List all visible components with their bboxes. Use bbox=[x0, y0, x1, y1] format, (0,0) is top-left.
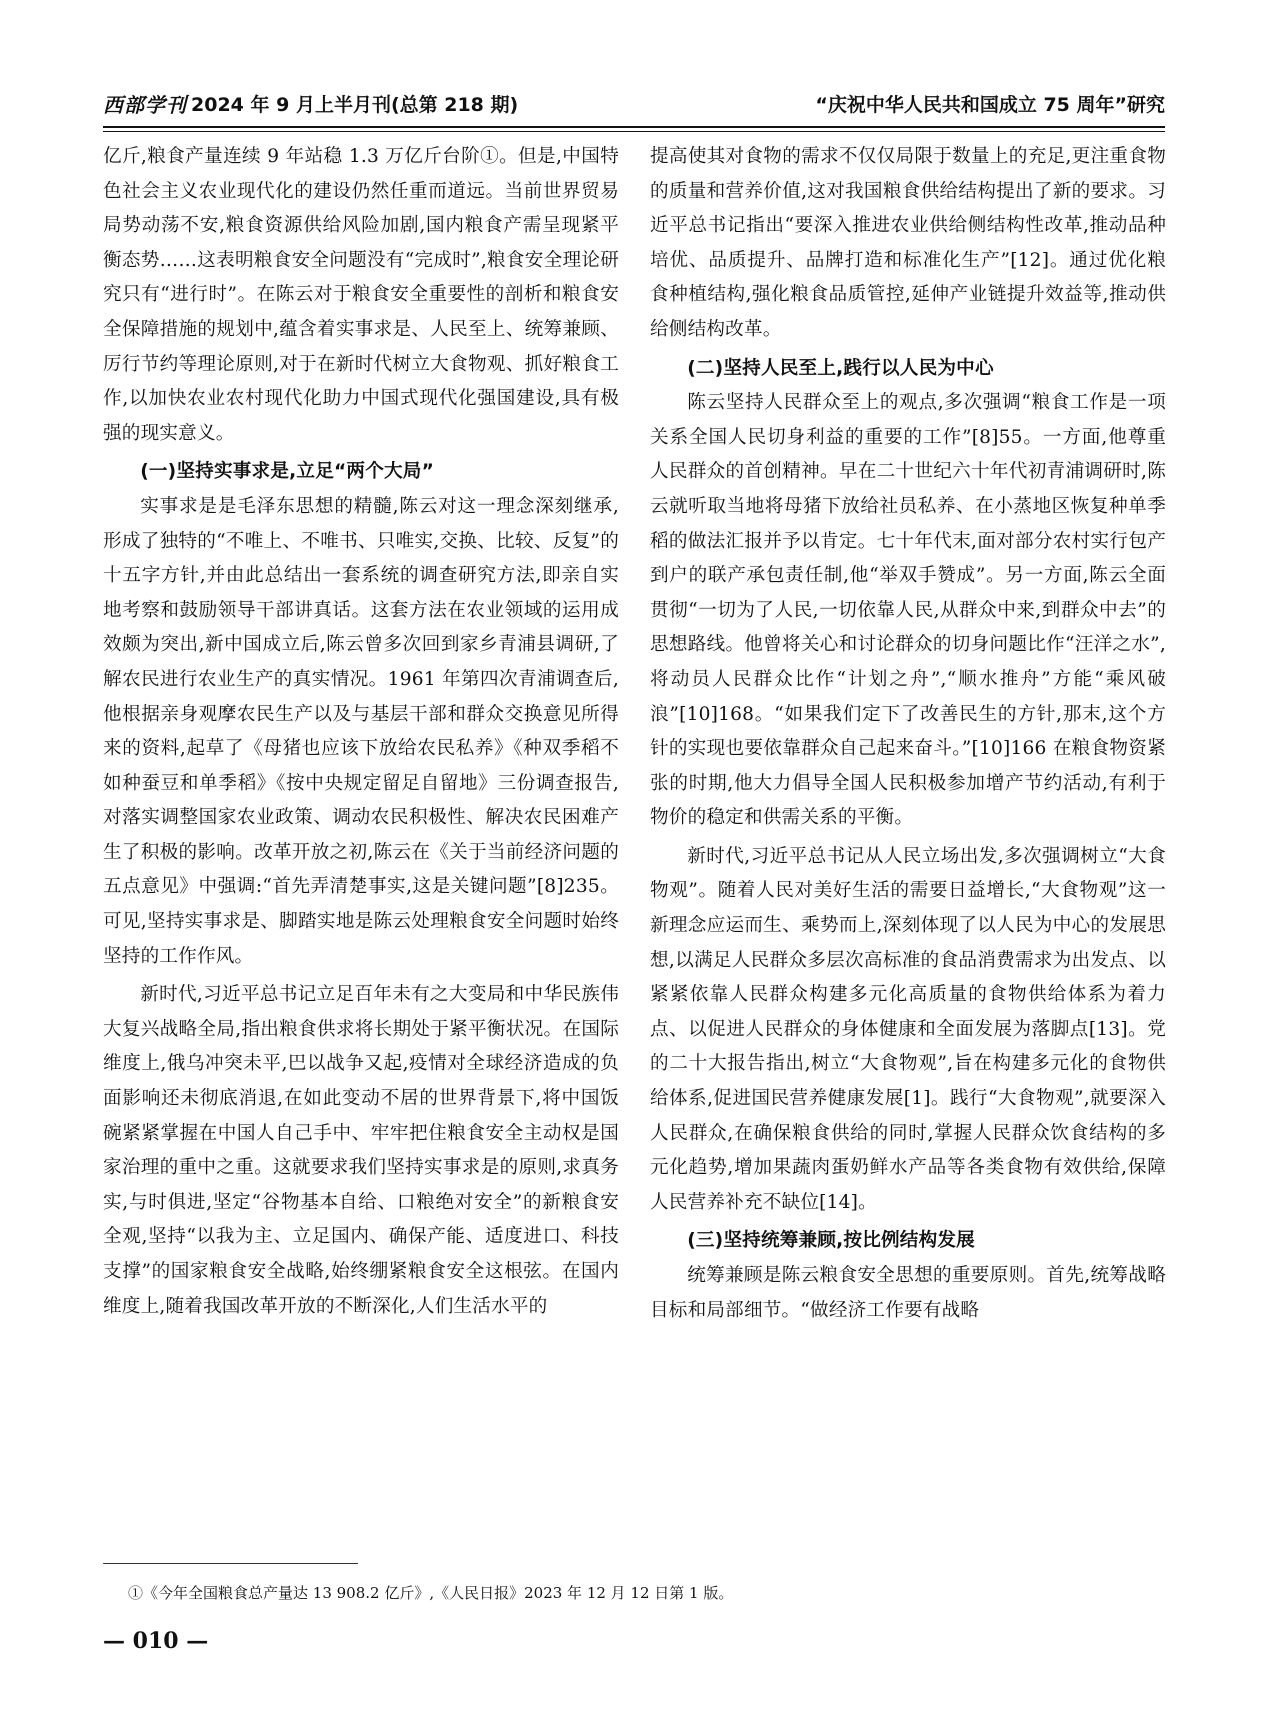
paragraph: 提高使其对食物的需求不仅仅局限于数量上的充足,更注重食物的质量和营养价值,这对我国粮食供给结构提出了新的要求。习近平总书记指出“要深入推进农业供给侧结构性改革,推动品种培优、品质提升、品牌打造和标准化生产”[12]。通过优化粮食种植结构,强化粮食品质管控,延伸产业链提升效益等,推动供给侧结构改革。 bbox=[650, 146, 1166, 340]
issue-info: 2024 年 9 月上半月刊(总第 218 期) bbox=[191, 93, 519, 116]
paragraph: 新时代,习近平总书记从人民立场出发,多次强调树立“大食物观”。随着人民对美好生活的需要日益增长,“大食物观”这一新理念应运而生、乘势而上,深刻体现了以人民为中心的发展思想,以满足人民群众多层次高标准的食品消费需求为出发点、以紧紧依靠人民群众构建多元化高质量的食物供给体系为着力点、以促进人民群众的身体健康和全面发展为落脚点[13]。党的二十大报告指出,树立“大食物观”,旨在构建多元化的食物供给体系,促进国民营养健康发展[1]。践行“大食物观”,就要深入人民群众,在确保粮食供给的同时,掌握人民群众饮食结构的多元化趋势,增加果蔬肉蛋奶鲜水产品等各类食物有效供给,保障人民营养补充不缺位[14]。 bbox=[650, 845, 1166, 1213]
section-title: “庆祝中华人民共和国成立 75 周年”研究 bbox=[815, 93, 1165, 116]
section-heading: (三)坚持统筹兼顾,按比例结构发展 bbox=[687, 1230, 975, 1252]
paragraph: 实事求是是毛泽东思想的精髓,陈云对这一理念深刻继承,形成了独特的“不唯上、不唯书、只唯实,交换、比较、反复”的十五字方针,并由此总结出一套系统的调查研究方法,即亲自实地考察和鼓励领导干部讲真话。这套方法在农业领域的运用成效颇为突出,新中国成立后,陈云曾多次回到家乡青浦县调研,了解农民进行农业生产的真实情况。1961 年第四次青浦调查后,他根据亲身观摩农民生产以及与基层干部和群众交换意见所得来的资料,起草了《母猪也应该下放给农民私养》《种双季稻不如种蚕豆和单季稻》《按中央规定留足自留地》三份调查报告,对落实调整国家农业政策、调动农民积极性、解决农民困难产生了积极的影响。改革开放之初,陈云在《关于当前经济问题的五点意见》中强调:“首先弄清楚事实,这是关键问题”[8]235。可见,坚持实事求是、脚踏实地是陈云处理粮食安全问题时始终坚持的工作作风。 bbox=[103, 495, 619, 967]
header-rule bbox=[103, 126, 1165, 132]
paragraph: 亿斤,粮食产量连续 9 年站稳 1.3 万亿斤台阶①。但是,中国特色社会主义农业现代化的建设仍然任重而道远。当前世界贸易局势动荡不安,粮食资源供给风险加剧,国内粮食产需呈现紧平衡态势……这表明粮食安全问题没有“完成时”,粮食安全理论研究只有“进行时”。在陈云对于粮食安全重要性的剖析和粮食安全保障措施的规划中,蕴含着实事求是、人民至上、统筹兼顾、厉行节约等理论原则,对于在新时代树立大食物观、抓好粮食工作,以加快农业农村现代化助力中国式现代化强国建设,具有极强的现实意义。 bbox=[103, 146, 619, 444]
section-heading: (二)坚持人民至上,践行以人民为中心 bbox=[687, 357, 994, 379]
header-left bbox=[103, 89, 518, 118]
paragraph: 统筹兼顾是陈云粮食安全思想的重要原则。首先,统筹战略目标和局部细节。“做经济工作要有战略 bbox=[650, 1265, 1166, 1321]
footnote-rule bbox=[103, 1563, 358, 1564]
journal-logo: 西部学刊 bbox=[103, 92, 187, 117]
paragraph: 新时代,习近平总书记立足百年未有之大变局和中华民族伟大复兴战略全局,指出粮食供求将长期处于紧平衡状况。在国际维度上,俄乌冲突未平,巴以战争又起,疫情对全球经济造成的负面影响还未彻底消退,在如此变动不居的世界背景下,将中国饭碗紧紧掌握在中国人自己手中、牢牢把住粮食安全主动权是国家治理的重中之重。这就要求我们坚持实事求是的原则,求真务实,与时俱进,坚定“谷物基本自给、口粮绝对安全”的新粮食安全观,坚持“以我为主、立足国内、确保产能、适度进口、科技支撑”的国家粮食安全战略,始终绷紧粮食安全这根弦。在国内维度上,随着我国改革开放的不断深化,人们生活水平的 bbox=[103, 984, 619, 1317]
left-column bbox=[103, 140, 619, 1328]
right-column bbox=[650, 140, 1166, 1332]
footnote: ①《今年全国粮食总产量达 13 908.2 亿斤》,《人民日报》2023 年 12 月 12 日第 1 版。 bbox=[128, 1584, 734, 1602]
page-number: — 010 — bbox=[103, 1628, 209, 1654]
section-heading: (一)坚持实事求是,立足“两个大局” bbox=[140, 461, 435, 483]
running-header bbox=[103, 86, 1165, 120]
paragraph: 陈云坚持人民群众至上的观点,多次强调“粮食工作是一项关系全国人民切身利益的重要的工作”[8]55。一方面,他尊重人民群众的首创精神。早在二十世纪六十年代初青浦调研时,陈云就听取当地将母猪下放给社员私养、在小蒸地区恢复种单季稻的做法汇报并予以肯定。七十年代末,面对部分农村实行包产到户的联产承包责任制,他“举双手赞成”。另一方面,陈云全面贯彻“一切为了人民,一切依靠人民,从群众中来,到群众中去”的思想路线。他曾将关心和讨论群众的切身问题比作“汪洋之水”,将动员人民群众比作“计划之舟”,“顺水推舟”方能“乘风破浪”[10]168。“如果我们定下了改善民生的方针,那末,这个方针的实现也要依靠群众自己起来奋斗。”[10]166 在粮食物资紧张的时期,他大力倡导全国人民积极参加增产节约活动,有利于物价的稳定和供需关系的平衡。 bbox=[650, 392, 1166, 829]
